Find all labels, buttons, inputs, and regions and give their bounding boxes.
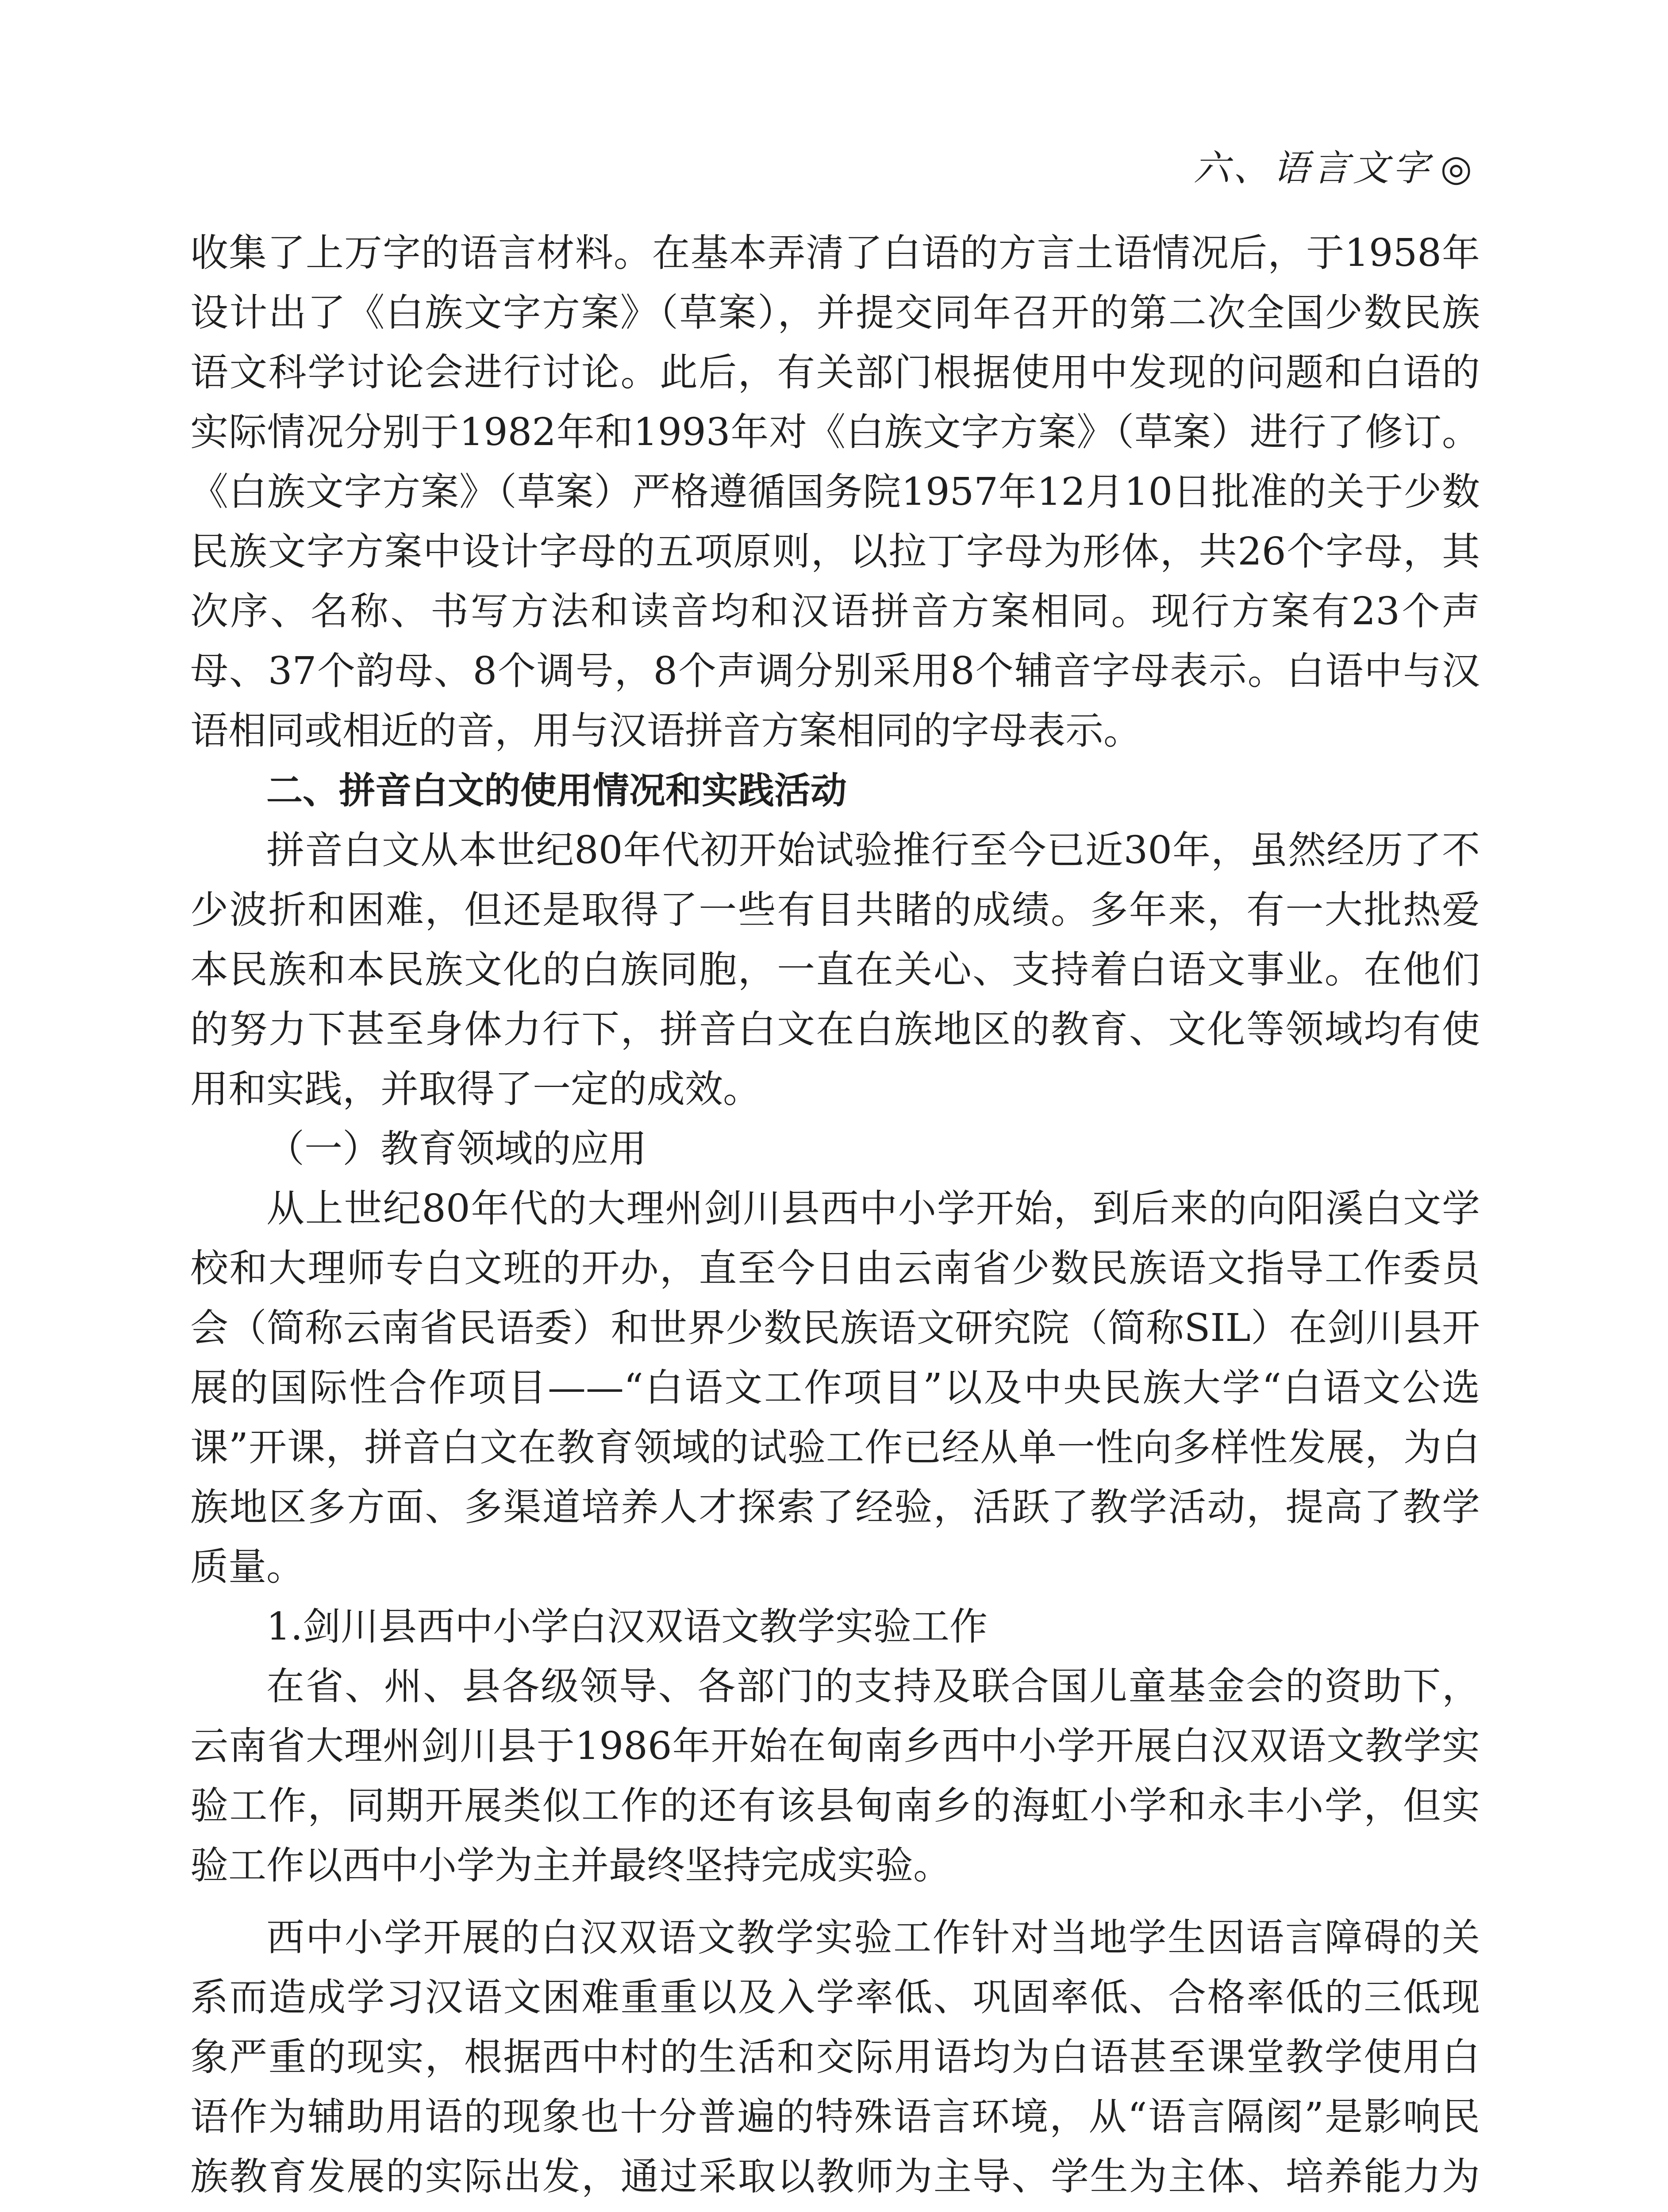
subsubsection-heading: 1.剑川县西中小学白汉双语文教学实验工作 [266,1605,988,1649]
paragraph: 拼音白文从本世纪80年代初开始试验推行至今已近30年，虽然经历了不少波折和困难，但还是取得了一些有目共睹的成绩。多年来，有一大批热爱本民族和本民族文化的白族同胞，一直在关心、支持着白语文事业。在他们的努力下甚至身体力行下，拼音白文在白族地区的教育、文化等领域均有使用和实践，并取得了一定的成效。 [190,828,1480,1111]
paragraph-continuation: 收集了上万字的语言材料。在基本弄清了白语的方言土语情况后，于1958年设计出了《白族文字方案》（草案），并提交同年召开的第二次全国少数民族语文科学讨论会进行讨论。此后，有关部门根据使用中发现的问题和白语的实际情况分别于1982年和1993年对《白族文字方案》（草案）进行了修订。《白族文字方案》（草案）严格遵循国务院1957年12月10日批准的关于少数民族文字方案中设计字母的五项原则，以拉丁字母为形体，共26个字母，其次序、名称、书写方法和读音均和汉语拼音方案相同。现行方案有23个声母、37个韵母、8个调号，8个声调分别采用8个辅音字母表示。白语中与汉语相同或相近的音，用与汉语拼音方案相同的字母表示。 [190,231,1480,753]
running-head [1193,147,1476,189]
body-text [190,223,1480,2212]
paragraph: 从上世纪80年代的大理州剑川县西中小学开始，到后来的向阳溪白文学校和大理师专白文班的开办，直至今日由云南省少数民族语文指导工作委员会（简称云南省民语委）和世界少数民族语文研究院（简称SIL）在剑川县开展的国际性合作项目——“白语文工作项目”以及中央民族大学“白语文公选课”开课，拼音白文在教育领域的试验工作已经从单一性向多样性发展，为白族地区多方面、多渠道培养人才探索了经验，活跃了教学活动，提高了教学质量。 [190,1187,1480,1589]
circle-mark-icon: ◎ [1440,147,1476,189]
paragraph: 西中小学开展的白汉双语文教学实验工作针对当地学生因语言障碍的关系而造成学习汉语文困难重重以及入学率低、巩固率低、合格率低的三低现象严重的现实，根据西中村的生活和交际用语均为白语甚至课堂教学使用白语作为辅助用语的现象也十分普遍的特殊语言环境，从“语言隔阂”是影响民族教育发展的实际出发，通过采取以教师为主导、学生为主体、培养能力为 [190,1916,1480,2199]
subsection-heading: （一）教育领域的应用 [266,1127,647,1171]
running-head-text: 六、语言文字 [1193,147,1433,189]
paragraph: 在省、州、县各级领导、各部门的支持及联合国儿童基金会的资助下，云南省大理州剑川县于1986年开始在甸南乡西中小学开展白汉双语文教学实验工作，同期开展类似工作的还有该县甸南乡的海虹小学和永丰小学，但实验工作以西中小学为主并最终坚持完成实验。 [190,1664,1480,1888]
section-heading: 二、拼音白文的使用情况和实践活动 [266,770,847,812]
